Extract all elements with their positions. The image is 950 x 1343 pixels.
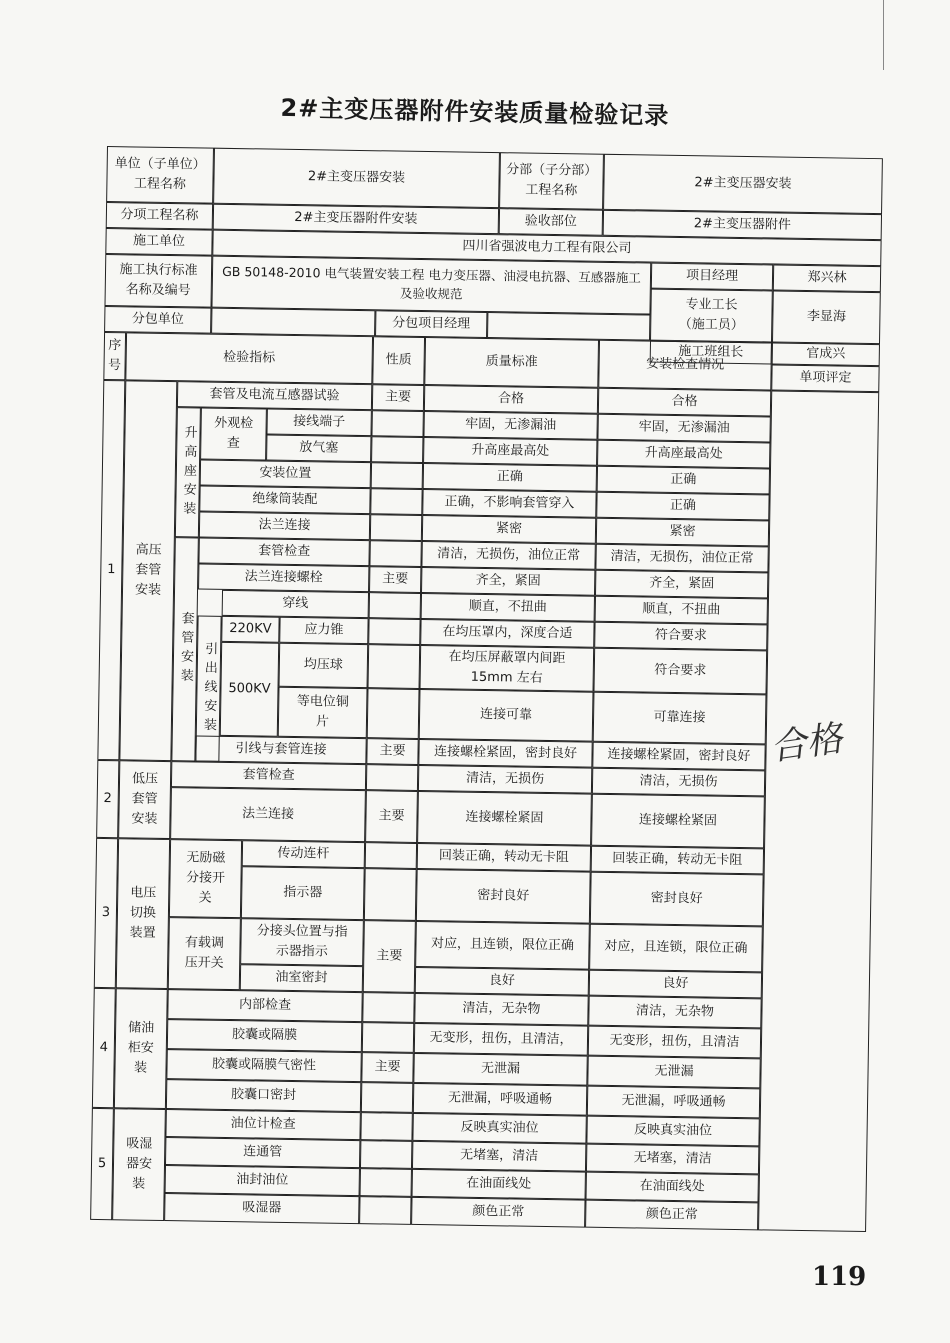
standard-cell: 清洁，无损伤，油位正常	[421, 541, 595, 570]
indicator-cell: 放气塞	[266, 435, 371, 463]
check-cell: 符合要求	[594, 622, 767, 651]
check-cell: 顺直，不扭曲	[595, 596, 768, 625]
indicator-cell: 安装位置	[200, 460, 371, 489]
group-no: 1	[97, 380, 125, 760]
indicator-cell: 油封油位	[165, 1165, 360, 1196]
indicator-cell: 套管检查	[198, 537, 369, 566]
check-cell: 连接螺栓紧固，密封良好	[592, 742, 765, 771]
nature-cell: 主要	[372, 384, 424, 411]
standard-cell: 正确，不影响套管穿入	[422, 489, 596, 518]
indicator-cell: 连通管	[165, 1137, 360, 1168]
group-no: 5	[90, 1108, 114, 1220]
check-cell: 符合要求	[593, 648, 767, 695]
standard-cell: 无堵塞，清洁	[412, 1141, 586, 1172]
nature-cell: 主要	[361, 1052, 413, 1083]
inspection-table	[90, 146, 883, 1266]
nature-cell: 主要	[365, 790, 418, 843]
pm-value: 郑兴林	[773, 264, 881, 292]
check-cell: 正确	[597, 466, 770, 495]
indicator-cell: 套管检查	[171, 761, 366, 790]
check-cell: 连接螺栓紧固	[591, 794, 765, 849]
nature-cell: 主要	[363, 920, 416, 993]
standard-value: GB 50148-2010 电气装置安装工程 电力变压器、油浸电抗器、互感器施工及验收规范	[211, 256, 651, 315]
check-cell: 齐全，紧固	[595, 570, 768, 599]
standard-cell: 紧密	[422, 515, 596, 544]
indicator-cell: 套管及电流互感器试验	[177, 381, 372, 410]
foreman-label: 专业工长 （施工员）	[650, 289, 773, 343]
check-cell: 密封良好	[590, 872, 764, 927]
check-cell: 紧密	[596, 518, 769, 547]
nature-cell	[361, 1082, 413, 1113]
nature-cell	[359, 1196, 411, 1225]
group-no: 4	[92, 988, 116, 1108]
sub-pm-label: 分包项目经理	[375, 310, 487, 338]
indicator-cell: 法兰连接	[199, 511, 370, 540]
nature-cell	[367, 688, 420, 739]
sub-group-label: 有载调 压开关	[168, 917, 241, 990]
division-label: 分部（子分部） 工程名称	[499, 152, 604, 210]
nature-cell	[366, 764, 418, 791]
nature-cell	[368, 644, 421, 689]
standard-cell: 反映真实油位	[412, 1113, 586, 1144]
sub-group-label: 套管安装	[171, 537, 199, 761]
indicator-cell: 油室密封	[240, 964, 363, 992]
contractor-value: 四川省强波电力工程有限公司	[212, 230, 881, 267]
indicator-cell: 油位计检查	[165, 1109, 360, 1140]
nature-cell: 主要	[369, 566, 421, 593]
indicator-cell: 分接头位置与指 示器指示	[240, 918, 364, 966]
check-cell: 良好	[589, 970, 762, 999]
nature-cell	[360, 1140, 412, 1169]
group-name: 高压 套管 安装	[119, 380, 177, 761]
nature-cell	[370, 514, 422, 541]
indicator-cell: 胶囊或隔膜	[167, 1019, 362, 1052]
page-number: 119	[812, 1262, 867, 1292]
check-cell: 颜色正常	[585, 1200, 758, 1231]
standard-cell: 清洁，无损伤	[418, 765, 592, 794]
indicator-cell: 胶囊口密封	[166, 1079, 361, 1112]
group-name: 储油 柜安 装	[114, 988, 168, 1109]
indicator-cell: 吸湿器	[164, 1193, 359, 1224]
nature-cell	[368, 618, 420, 645]
indicator-cell: 内部检查	[167, 989, 362, 1022]
pm-label: 项目经理	[651, 263, 773, 291]
nature-cell: 主要	[366, 738, 418, 765]
col-standard: 质量标准	[424, 337, 599, 388]
standard-cell: 升高座最高处	[423, 437, 597, 466]
sub-group-label: 升高座安装	[175, 407, 201, 537]
standard-cell: 合格	[424, 385, 598, 414]
nature-cell	[362, 992, 414, 1023]
acceptance-label: 验收部位	[499, 208, 603, 236]
indicator-cell: 法兰连接	[170, 787, 366, 842]
group-name: 吸湿 器安 装	[112, 1108, 166, 1221]
nature-cell	[371, 436, 423, 463]
check-cell: 反映真实油位	[586, 1116, 759, 1147]
acceptance-value: 2#主变压器附件	[603, 210, 882, 240]
col-nature: 性质	[372, 336, 425, 385]
unit-value: 2#主变压器安装	[213, 148, 500, 208]
page-title: 2#主变压器附件安装质量检验记录	[280, 93, 670, 131]
check-cell: 清洁，无损伤	[592, 768, 765, 797]
indicator-cell: 传动连杆	[242, 840, 365, 868]
standard-cell: 牢固，无渗漏油	[423, 411, 597, 440]
nature-cell	[370, 488, 422, 515]
standard-cell: 顺直，不扭曲	[421, 593, 595, 622]
subitem-value: 2#主变压器附件安装	[213, 204, 499, 234]
standard-cell: 连接螺栓紧固，密封良好	[418, 739, 592, 768]
standard-cell: 连接可靠	[419, 689, 594, 742]
group-name: 低压 套管 安装	[118, 760, 171, 839]
standard-cell: 清洁，无杂物	[414, 993, 588, 1026]
subcontractor-value	[211, 308, 375, 337]
check-cell: 无泄漏	[587, 1056, 760, 1089]
col-check: 安装检查情况	[598, 340, 772, 391]
team-leader-label: 施工班组长	[650, 341, 772, 365]
kv-label: 220KV	[221, 616, 279, 643]
kv-label: 500KV	[220, 642, 279, 737]
check-cell: 在油面线处	[586, 1172, 759, 1203]
check-cell: 无堵塞，清洁	[586, 1144, 759, 1175]
standard-cell: 齐全，紧固	[421, 567, 595, 596]
standard-cell: 无泄漏，呼吸通畅	[413, 1083, 587, 1116]
indicator-cell: 接线端子	[266, 409, 371, 437]
subcontractor-label: 分包单位	[104, 306, 211, 334]
nature-cell	[369, 592, 421, 619]
check-cell: 牢固，无渗漏油	[597, 414, 770, 443]
standard-cell: 在均压屏蔽罩内间距 15mm 左右	[420, 645, 595, 692]
nature-cell	[369, 540, 421, 567]
crop-mark	[883, 0, 884, 70]
check-cell: 回装正确，转动无卡阻	[591, 846, 764, 875]
check-cell: 清洁，无杂物	[588, 996, 761, 1029]
indicator-cell: 胶囊或隔膜气密性	[166, 1049, 361, 1082]
check-cell: 无泄漏，呼吸通畅	[587, 1086, 760, 1119]
sub-group-label: 外观检 查	[200, 408, 267, 461]
indicator-cell: 等电位铜 片	[278, 687, 368, 738]
standard-cell: 在油面线处	[412, 1169, 586, 1200]
indicator-cell: 均压球	[279, 643, 369, 688]
check-cell: 清洁，无损伤，油位正常	[595, 544, 768, 573]
rating-cell	[758, 390, 879, 1232]
nature-cell	[362, 1022, 414, 1053]
indicator-cell: 绝缘筒装配	[199, 485, 370, 514]
qualified-signature: 合格	[767, 718, 845, 769]
indicator-cell: 应力锥	[279, 617, 368, 644]
standard-cell: 颜色正常	[411, 1197, 585, 1228]
division-value: 2#主变压器安装	[603, 154, 883, 214]
foreman-value: 李显海	[772, 290, 881, 344]
check-cell: 升高座最高处	[597, 440, 770, 469]
contractor-label: 施工单位	[105, 228, 212, 256]
check-cell: 正确	[596, 492, 769, 521]
standard-cell: 在均压罩内，深度合适	[420, 619, 594, 648]
standard-cell: 正确	[423, 463, 597, 492]
check-cell: 合格	[598, 388, 771, 417]
sub-group-label: 引出线安装	[195, 615, 221, 761]
col-indicator: 检验指标	[125, 332, 373, 384]
group-no: 3	[94, 838, 118, 988]
nature-cell	[364, 868, 417, 921]
standard-cell: 良好	[415, 967, 589, 996]
standard-cell: 对应，且连锁，限位正确	[415, 921, 590, 970]
nature-cell	[360, 1112, 412, 1141]
standard-cell: 连接螺栓紧固	[417, 791, 592, 846]
sub-group-label: 无励磁 分接开 关	[169, 839, 242, 918]
group-no: 2	[96, 760, 119, 838]
standard-cell: 无变形，扭伤，且清洁，	[414, 1023, 588, 1056]
check-cell: 对应，且连锁，限位正确	[589, 924, 763, 973]
sub-pm-value	[487, 312, 650, 341]
check-cell: 可靠连接	[593, 692, 767, 745]
unit-label: 单位（子单位） 工程名称	[106, 146, 214, 204]
team-leader-value: 官成兴	[772, 342, 880, 366]
group-name: 电压 切换 装置	[116, 838, 170, 989]
col-rating: 单项评定	[771, 364, 879, 392]
indicator-cell: 法兰连接螺栓	[198, 563, 369, 592]
nature-cell	[371, 462, 423, 489]
standard-cell: 无泄漏	[413, 1053, 587, 1086]
subitem-label: 分项工程名称	[106, 202, 213, 230]
standard-label: 施工执行标准 名称及编号	[104, 254, 212, 308]
col-no: 序 号	[103, 332, 126, 380]
standard-cell: 密封良好	[416, 869, 591, 924]
check-cell: 无变形，扭伤，且清洁	[588, 1026, 761, 1059]
nature-cell	[360, 1168, 412, 1197]
nature-cell	[371, 410, 423, 437]
indicator-cell: 指示器	[241, 866, 365, 920]
standard-cell: 回装正确，转动无卡阻	[417, 843, 591, 872]
nature-cell	[365, 842, 417, 869]
indicator-cell: 引线与套管连接	[195, 735, 366, 764]
indicator-cell: 穿线	[222, 590, 369, 618]
